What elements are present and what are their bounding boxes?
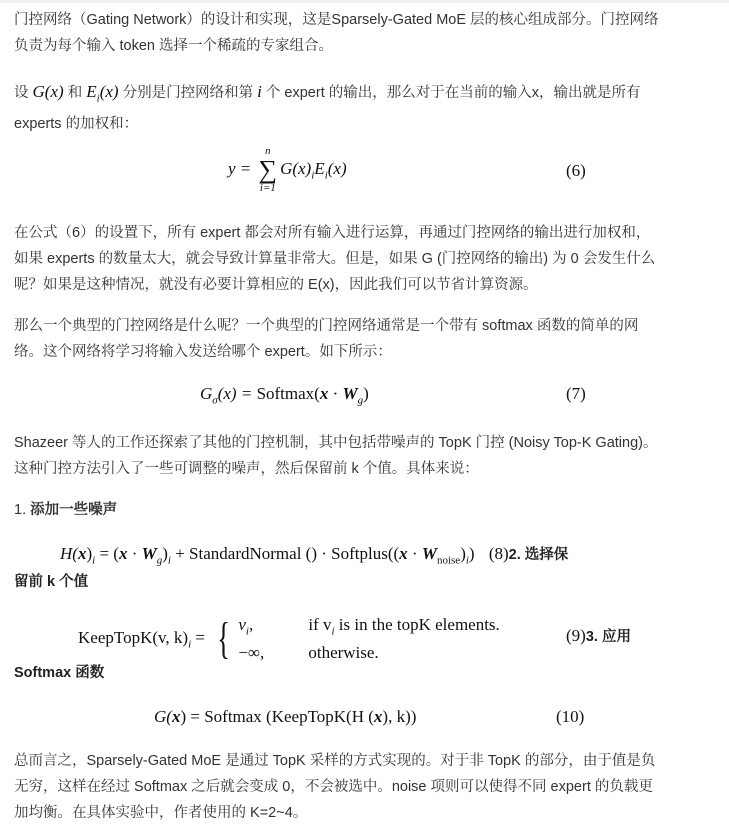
text: , (248, 615, 254, 634)
sum-upper: n (265, 145, 271, 157)
text: Softmax( (256, 384, 320, 403)
text: W (141, 544, 157, 563)
text: (x) (327, 158, 347, 178)
equation-9-number (566, 625, 631, 646)
text: i (188, 638, 192, 651)
text: KeepTopK(v, k) (78, 628, 189, 648)
text: G( (154, 707, 172, 726)
text: i (311, 169, 315, 182)
text: 个 expert 的输出，那么对于在当前的输入x，输出就是所有 experts 的加权和： (14, 85, 641, 133)
text: x (171, 707, 181, 726)
sum-symbol (259, 146, 278, 194)
eq-lhs: y = (228, 158, 252, 178)
equation-number: (9) (566, 626, 586, 645)
text: i (167, 554, 171, 567)
text: G (200, 384, 213, 403)
text: = ( (95, 544, 119, 563)
text: x (399, 544, 408, 563)
top-divider (0, 0, 729, 3)
brace: { (217, 614, 231, 664)
text: G(x) (280, 158, 312, 178)
text: −∞, (238, 643, 265, 663)
text: ) (468, 544, 475, 563)
text: ) = Softmax (KeepTopK(H ( (180, 707, 374, 726)
paragraph-intro: 门控网络（Gating Network）的设计和实现，这是Sparsely-Gated MoE 层的核心组成部分。门控网络负责为每个输入 token 选择一个稀疏的专家组合。 (14, 12, 659, 54)
text: · (127, 544, 142, 563)
text: i (465, 554, 469, 567)
text: 设 (14, 85, 33, 101)
equation-10 (154, 707, 416, 727)
text: 添加一些噪声 (30, 502, 118, 518)
text: i (92, 554, 96, 567)
text: v (238, 615, 246, 634)
text: (x) (99, 82, 119, 101)
equation-7 (200, 384, 369, 406)
text: x (319, 384, 329, 403)
equation-6 (228, 146, 347, 194)
equation-9 (78, 614, 500, 664)
text: noise (436, 554, 461, 567)
text: E (314, 158, 325, 178)
math-G: G(x) (32, 82, 64, 101)
paragraph-definition (14, 79, 659, 137)
math-E (86, 82, 119, 105)
text: 2. (508, 547, 525, 563)
text: (x) = (217, 384, 257, 403)
text: ), k)) (382, 707, 417, 726)
text: E (86, 82, 97, 101)
text: 和 (63, 85, 87, 101)
math-i: i (257, 82, 262, 101)
text: x (77, 544, 87, 563)
text: 1. (14, 502, 31, 518)
text: x (118, 544, 128, 563)
text: 选择保 (524, 547, 569, 563)
text: ) (162, 544, 168, 563)
text: H( (60, 544, 78, 563)
sum-lower: i=1 (259, 182, 276, 194)
text: ) (460, 544, 466, 563)
text: is in the topK elements. (334, 615, 500, 634)
text: ) (363, 384, 369, 403)
text: if v (308, 615, 332, 634)
text: · (328, 384, 343, 403)
text: otherwise. (308, 643, 379, 663)
step-1 (14, 497, 659, 523)
equation-number: (10) (556, 707, 585, 726)
text: g (357, 394, 364, 407)
text: + StandardNormal () · Softplus(( (170, 544, 400, 563)
paragraph-summary: 总而言之，Sparsely-Gated MoE 是通过 TopK 采样的方式实现的。对于非 TopK 的部分，由于值是负无穷，这样在经过 Softmax 之后就会变成 0，不会被选中。noise 项则可以使得不同 expert 的负载更加均衡。在具体实验中，作者使用的 K=2~4。 (14, 753, 656, 821)
text: i (331, 625, 335, 638)
equation-number: (7) (566, 384, 586, 403)
equation-number: (6) (566, 161, 586, 180)
text: 应用 (601, 629, 631, 645)
paragraph-typical-gate: 那么一个典型的门控网络是什么呢？一个典型的门控网络通常是一个带有 softmax 函数的简单的网络。这个网络将学习将输入发送给哪个 expert。如下所示： (14, 318, 639, 360)
text: W (421, 544, 437, 563)
text: = (191, 628, 205, 648)
paragraph-cost: 在公式（6）的设置下，所有 expert 都会对所有输入进行运算，再通过门控网络的输出进行加权和，如果 experts 的数量太大，就会导致计算量非常大。但是，如果 G (门控网络的输出) 为 0 会发生什么呢？如果是这种情况，就没有必要计算相应的 E(x)，因此我们可以节省计算资源。 (14, 225, 656, 293)
text: · (407, 544, 422, 563)
text: ) (86, 544, 93, 563)
equation-number: (8) (488, 544, 509, 563)
text: i (96, 92, 100, 105)
cases (209, 614, 500, 664)
text: i (324, 169, 328, 182)
text: g (156, 554, 163, 567)
sigma: ∑ (258, 155, 278, 184)
paragraph-noisy-topk: Shazeer 等人的工作还探索了其他的门控机制，其中包括带噪声的 TopK 门控 (Noisy Top-K Gating)。这种门控方法引入了一些可调整的噪声，然后保留前 k 个值。具体来说： (14, 435, 658, 477)
text: 分别是门控网络和第 (118, 85, 258, 101)
text: W (342, 384, 358, 403)
text: x (373, 707, 383, 726)
equation-8 (60, 543, 568, 566)
text: i (245, 625, 249, 638)
text: σ (212, 394, 218, 407)
text: 3. (585, 629, 602, 645)
step-2-label: 留前 k 个值 (14, 574, 89, 590)
step-3-label: Softmax 函数 (14, 665, 105, 681)
